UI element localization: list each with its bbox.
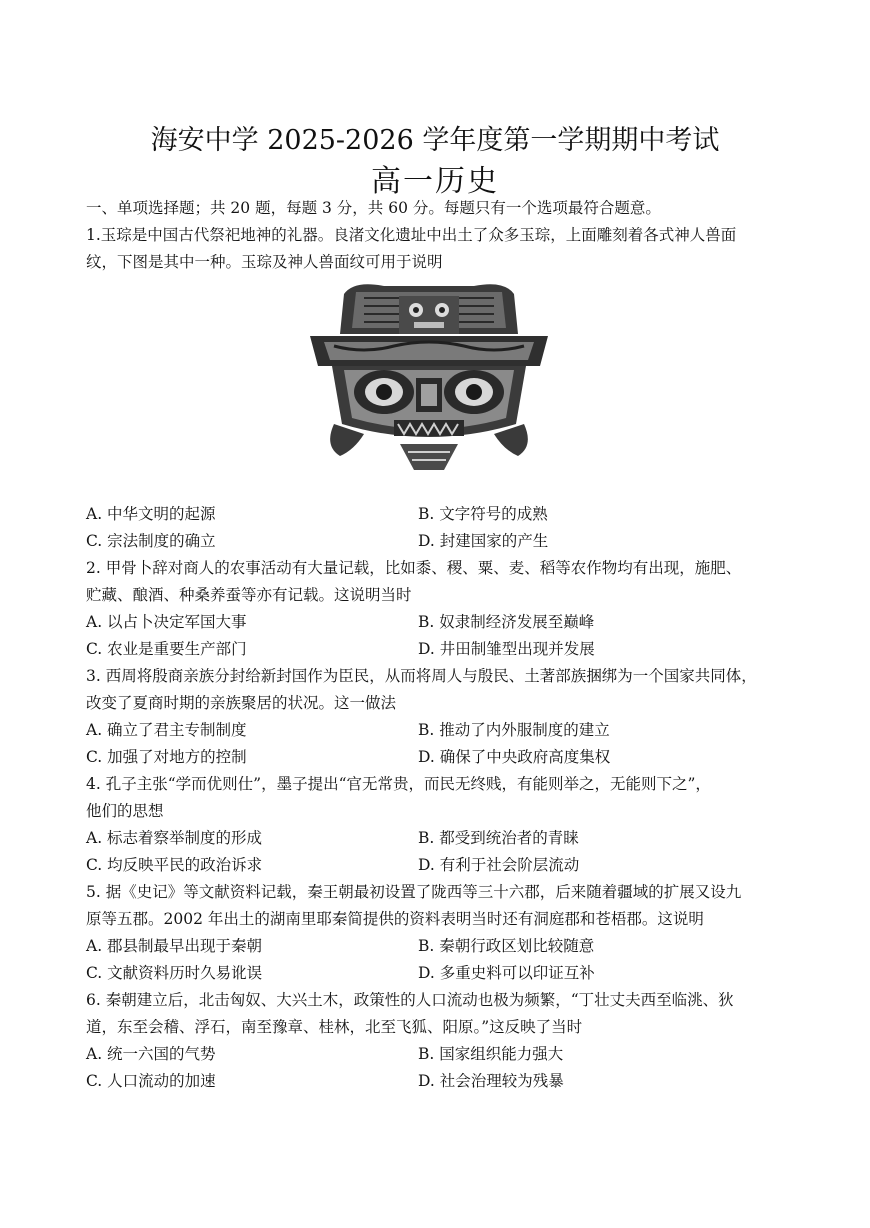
q4-option-c: C. 均反映平民的政治诉求 [86, 856, 263, 874]
q6-option-a: A. 统一六国的气势 [86, 1045, 216, 1063]
q2-option-c: C. 农业是重要生产部门 [86, 640, 247, 658]
q1-stem-line-2: 纹，下图是其中一种。玉琮及神人兽面纹可用于说明 [86, 253, 443, 271]
q2-option-b: B. 奴隶制经济发展至巅峰 [418, 613, 595, 631]
q3-option-b: B. 推动了内外服制度的建立 [418, 721, 610, 739]
q2-option-d: D. 井田制雏型出现并发展 [418, 640, 595, 658]
q6-stem-line-1: 6. 秦朝建立后，北击匈奴、大兴土木，政策性的人口流动也极为频繁，“丁壮丈夫西至临洮、狄 [86, 991, 734, 1009]
q5-stem-line-2: 原等五郡。2002 年出土的湖南里耶秦简提供的资料表明当时还有洞庭郡和苍梧郡。这说明 [86, 910, 704, 928]
jade-cong-mask-figure [304, 274, 554, 474]
q2-option-a: A. 以占卜决定军国大事 [86, 613, 247, 631]
q3-option-a: A. 确立了君主专制制度 [86, 721, 247, 739]
q5-option-a: A. 郡县制最早出现于秦朝 [86, 937, 263, 955]
q5-stem-line-1: 5. 据《史记》等文献资料记载，秦王朝最初设置了陇西等三十六郡，后来随着疆域的扩展又设九 [86, 883, 742, 901]
exam-subject: 高一历史 [371, 164, 499, 199]
q1-option-d: D. 封建国家的产生 [418, 532, 549, 550]
q6-stem-line-2: 道，东至会稽、浮石，南至豫章、桂林，北至飞狐、阳原。”这反映了当时 [86, 1018, 583, 1036]
q1-stem-line-1: 1.玉琮是中国古代祭祀地神的礼器。良渚文化遗址中出土了众多玉琮，上面雕刻着各式神人兽面 [86, 226, 737, 244]
q4-option-d: D. 有利于社会阶层流动 [418, 856, 580, 874]
q4-option-a: A. 标志着察举制度的形成 [86, 829, 263, 847]
q5-option-b: B. 秦朝行政区划比较随意 [418, 937, 595, 955]
q3-stem-line-1: 3. 西周将殷商亲族分封给新封国作为臣民，从而将周人与殷民、土著部族捆绑为一个国家共同体， [86, 667, 757, 685]
q4-stem-line-2: 他们的思想 [86, 802, 164, 820]
q6-option-b: B. 国家组织能力强大 [418, 1045, 564, 1063]
q4-option-b: B. 都受到统治者的青睐 [418, 829, 579, 847]
section-instruction: 一、单项选择题；共 20 题，每题 3 分，共 60 分。每题只有一个选项最符合题意。 [86, 199, 661, 217]
q6-option-d: D. 社会治理较为残暴 [418, 1072, 564, 1090]
q3-option-c: C. 加强了对地方的控制 [86, 748, 247, 766]
q3-stem-line-2: 改变了夏商时期的亲族聚居的状况。这一做法 [86, 694, 397, 712]
q5-option-d: D. 多重史料可以印证互补 [418, 964, 595, 982]
q1-option-a: A. 中华文明的起源 [86, 505, 216, 523]
q5-option-c: C. 文献资料历时久易讹误 [86, 964, 263, 982]
q2-stem-line-1: 2. 甲骨卜辞对商人的农事活动有大量记载，比如黍、稷、粟、麦、稻等农作物均有出现，施肥、 [86, 559, 742, 577]
q3-option-d: D. 确保了中央政府高度集权 [418, 748, 611, 766]
exam-title: 海安中学 2025-2026 学年度第一学期期中考试 [150, 125, 720, 156]
q6-option-c: C. 人口流动的加速 [86, 1072, 216, 1090]
q4-stem-line-1: 4. 孔子主张“学而优则仕”，墨子提出“官无常贵，而民无终贱，有能则举之，无能则下之”， [86, 775, 711, 793]
q2-stem-line-2: 贮藏、酿酒、种桑养蚕等亦有记载。这说明当时 [86, 586, 412, 604]
q1-option-b: B. 文字符号的成熟 [418, 505, 548, 523]
q1-option-c: C. 宗法制度的确立 [86, 532, 216, 550]
